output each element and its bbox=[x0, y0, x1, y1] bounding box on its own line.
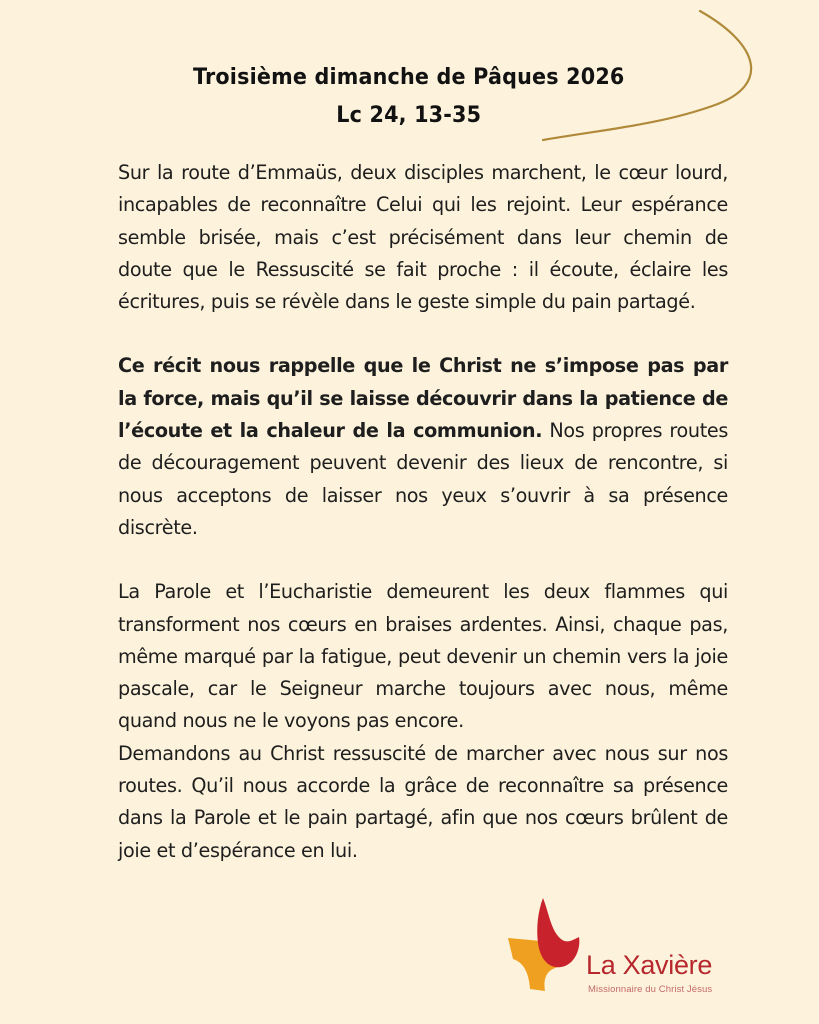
paragraph-2-bold: Ce récit nous rappelle que le Christ ne s’impose pas par la force, mais qu’il se laisse découvrir dans la patience de l’écoute et la chaleur de la communion. bbox=[118, 354, 728, 443]
paragraph-2-rest: Nos propres routes de découragement peuvent devenir des lieux de rencontre, si nous acceptons de laisser nos yeux s’ouvrir à sa présence discrète. bbox=[118, 419, 728, 539]
title-line-2: Lc 24, 13-35 bbox=[336, 102, 482, 128]
paragraph-1: Sur la route d’Emmaüs, deux disciples marchent, le cœur lourd, incapables de reconnaître Celui qui les rejoint. Leur espérance semble brisée, mais c’est précisément dans leur chemin de doute que le Ressuscité se fait proche : il écoute, éclaire les écritures, puis se révèle dans le geste simple du pain partagé. bbox=[118, 161, 728, 314]
page-title bbox=[32, 58, 785, 134]
paragraph-2 bbox=[118, 350, 728, 544]
brand-tagline: Missionnaire du Christ Jésus bbox=[588, 984, 713, 995]
brand-name: La Xavière bbox=[586, 950, 713, 980]
reflection-text bbox=[118, 157, 728, 867]
la-xaviere-logo-icon bbox=[505, 893, 585, 993]
title-line-1: Troisième dimanche de Pâques 2026 bbox=[192, 64, 625, 90]
paragraph-4: Demandons au Christ ressuscité de marcher avec nous sur nos routes. Qu’il nous accorde la grâce de reconnaître sa présence dans la Parole et le pain partagé, afin que nos cœurs brûlent de joie et d’espérance en lui. bbox=[118, 741, 728, 862]
paragraph-3: La Parole et l’Eucharistie demeurent les deux flammes qui transforment nos cœurs en braises ardentes. Ainsi, chaque pas, même marqué par la fatigue, peut devenir un chemin vers la joie pascale, car le Seigneur marche toujours avec nous, même quand nous ne le voyons pas encore. bbox=[118, 580, 728, 733]
